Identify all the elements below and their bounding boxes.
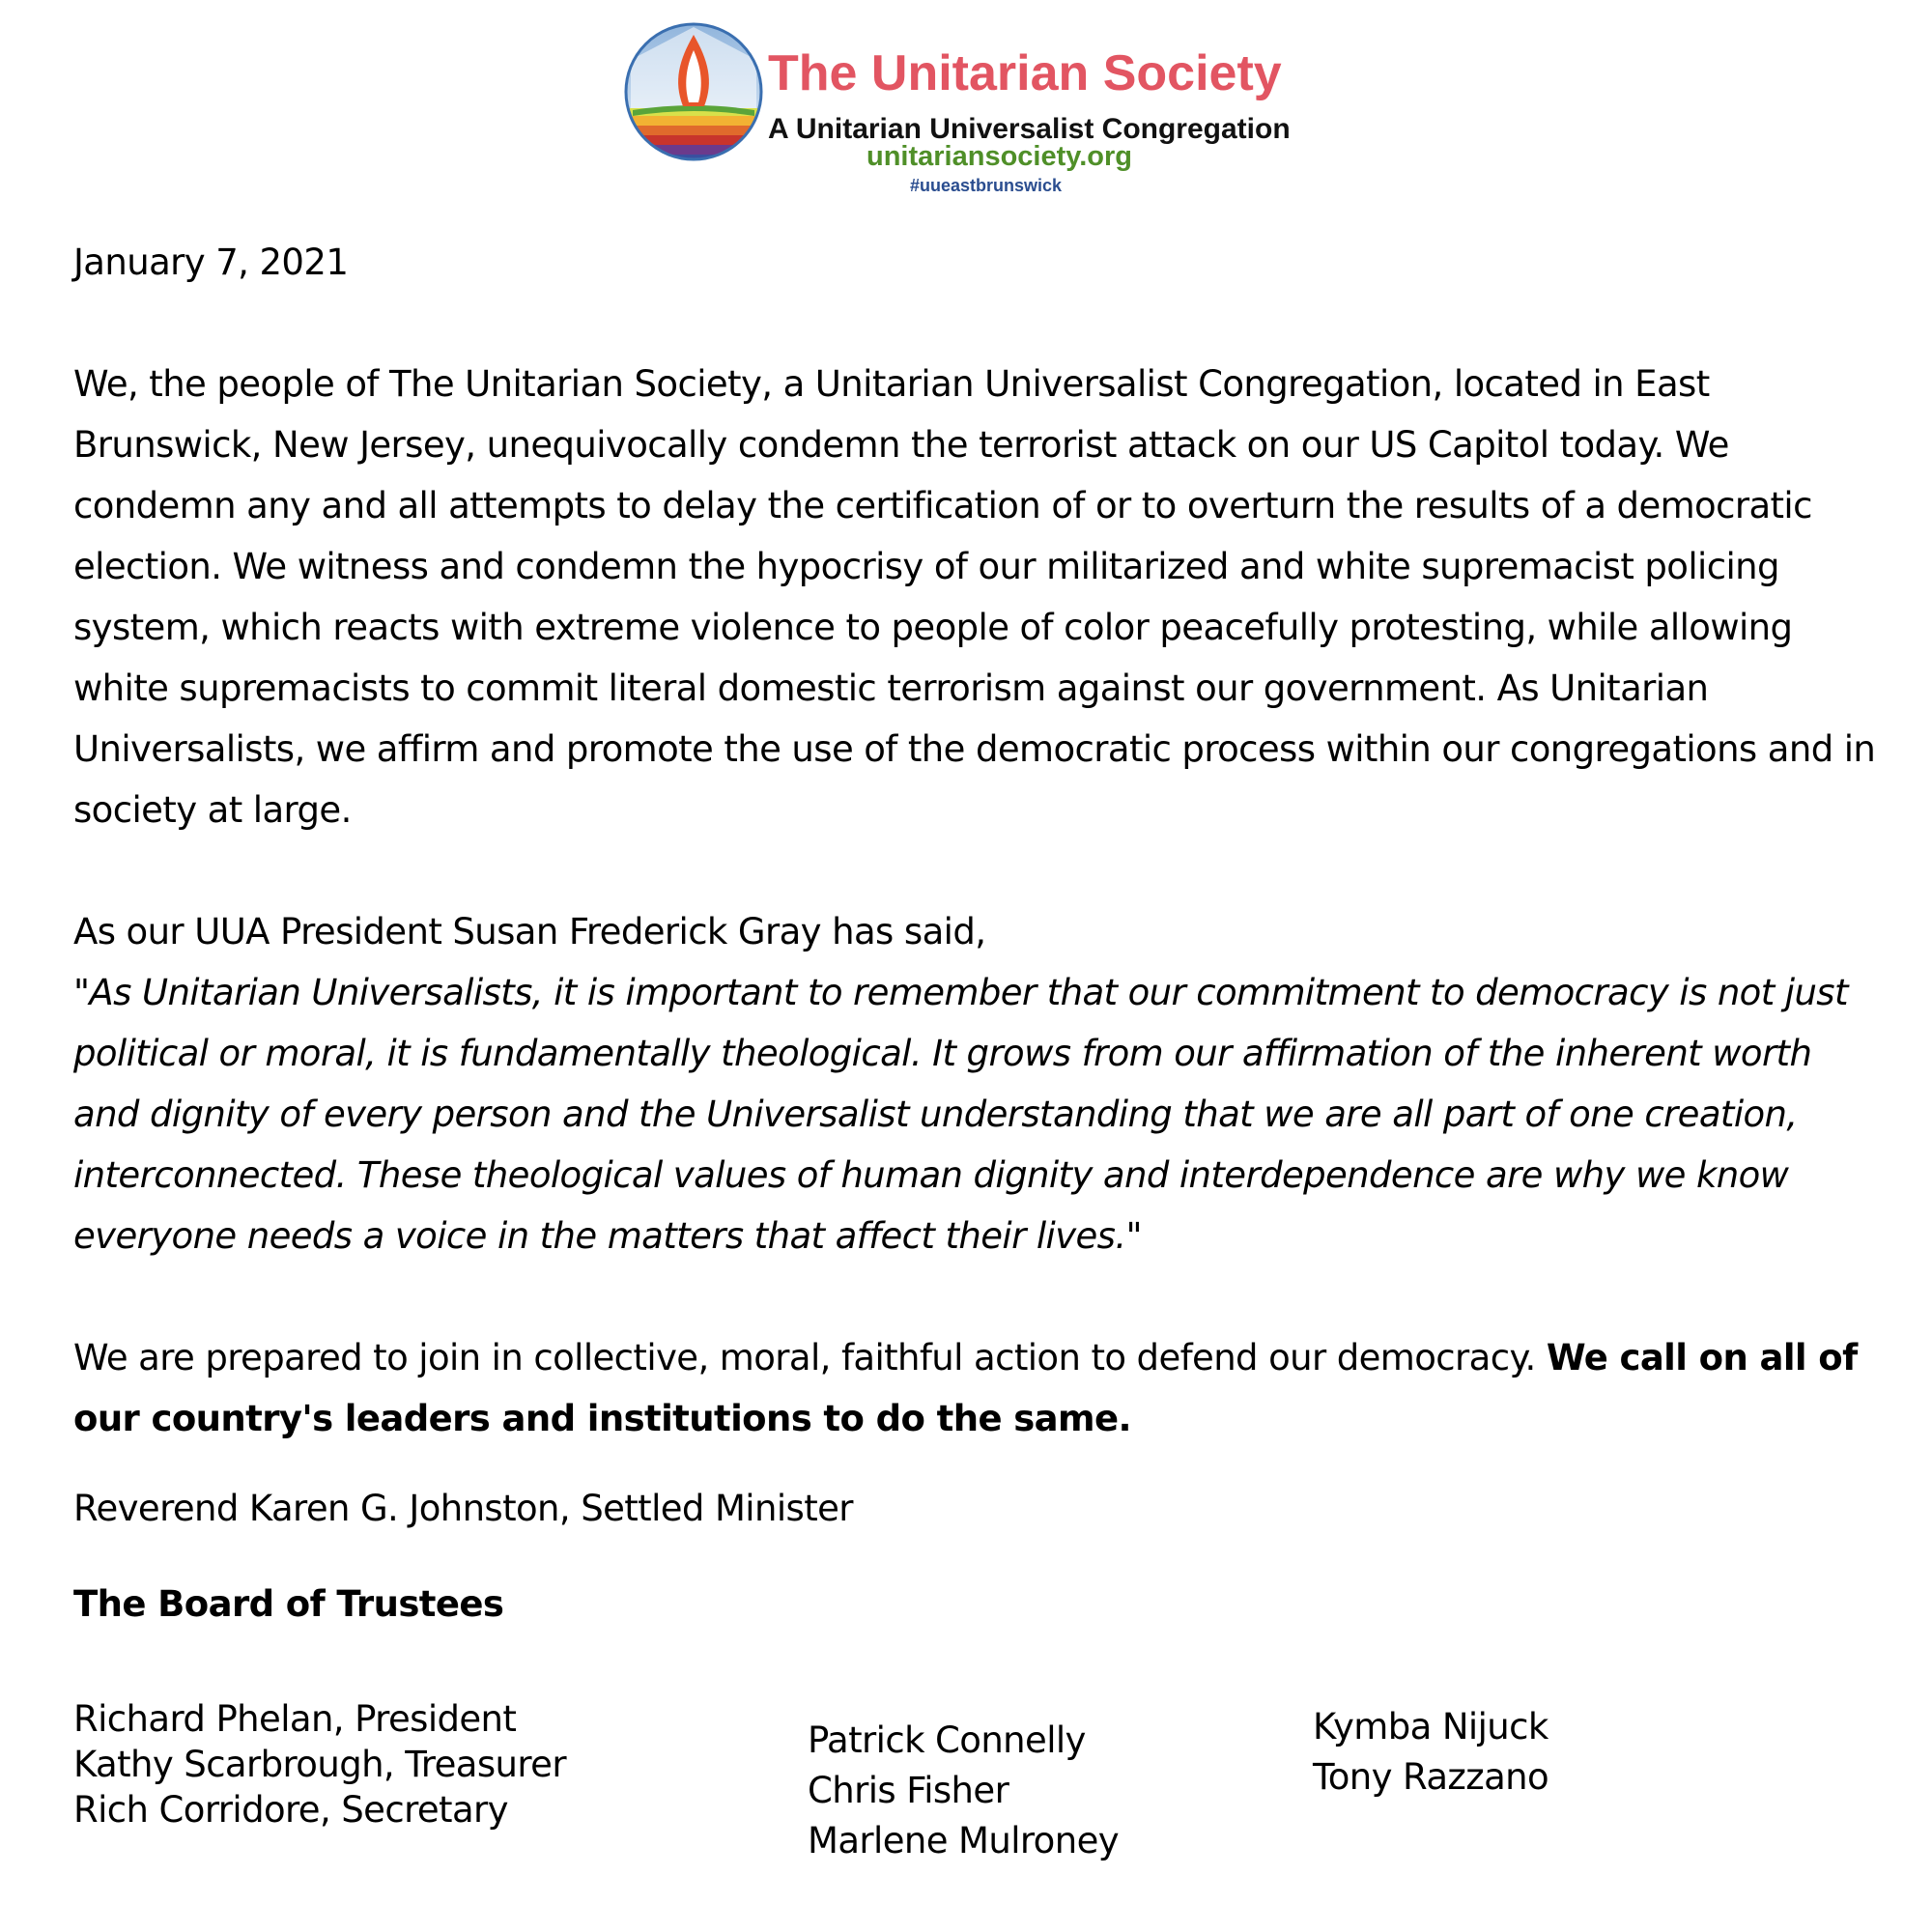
trustee-name: Patrick Connelly [808, 1719, 1086, 1761]
quote-block [73, 962, 1880, 1266]
paragraph-call-to-action [73, 1327, 1880, 1449]
trustees-list [0, 1696, 1932, 1889]
trustees-column-3 [1313, 1702, 1548, 1803]
quote-intro: As our UUA President Susan Frederick Gray has said, [73, 911, 986, 952]
trustee-name: Marlene Mulroney [808, 1820, 1120, 1861]
trustee-name: Kathy Scarbrough, Treasurer [73, 1744, 566, 1785]
trustee-name: Richard Phelan, President [73, 1698, 517, 1740]
trustee-name: Tony Razzano [1313, 1756, 1549, 1798]
letter-body [73, 232, 1880, 1634]
trustee-name: Rich Corridore, Secretary [73, 1789, 508, 1831]
quote-open-mark: " [73, 972, 90, 1013]
quote-close-mark: " [1125, 1215, 1142, 1257]
trustees-column-officers [73, 1696, 566, 1833]
paragraph-statement: We, the people of The Unitarian Society, a Unitarian Universalist Congregation, located in East Brunswick, New Jersey, unequivocally condemn the terrorist attack on our US Capitol today. We condemn any and all attempts to delay the certification of or to overturn the results of a democratic election. We witness and condemn the hypocrisy of our militarized and white supremacist policing system, which reacts with extreme violence to people of color peacefully protesting, while allowing white supremacists to commit literal domestic terrorism against our government. As Unitarian Universalists, we affirm and promote the use of the democratic process within our congregations and in society at large. [73, 363, 1876, 831]
board-title: The Board of Trustees [73, 1583, 504, 1625]
org-website: unitariansociety.org [867, 141, 1133, 172]
call-plain-text: We are prepared to join in collective, moral, faithful action to defend our democracy. [73, 1337, 1536, 1378]
org-name: The Unitarian Society [768, 45, 1282, 101]
minister-signature: Reverend Karen G. Johnston, Settled Minister [73, 1488, 853, 1529]
letterhead [623, 21, 1319, 205]
trustee-name: Kymba Nijuck [1313, 1706, 1548, 1747]
quote-text: As Unitarian Universalists, it is important to remember that our commitment to democracy is not just political or moral, it is fundamentally theological. It grows from our affirmation of the inherent worth and dignity of every person and the Universalist understanding that we are all part of one creation, interconnected. These theological values of human dignity and interdependence are why we know everyone needs a voice in the matters that affect their lives. [73, 972, 1848, 1257]
trustees-column-2 [808, 1716, 1119, 1866]
org-subtitle: A Unitarian Universalist Congregation [768, 113, 1291, 145]
trustee-name: Chris Fisher [808, 1770, 1009, 1811]
call-bold-text: We call on all of our country's leaders and institutions to do the same. [73, 1337, 1858, 1439]
letter-date: January 7, 2021 [73, 242, 349, 283]
chalice-flame-logo-icon [623, 21, 764, 162]
org-hashtag: #uueastbrunswick [910, 176, 1063, 195]
